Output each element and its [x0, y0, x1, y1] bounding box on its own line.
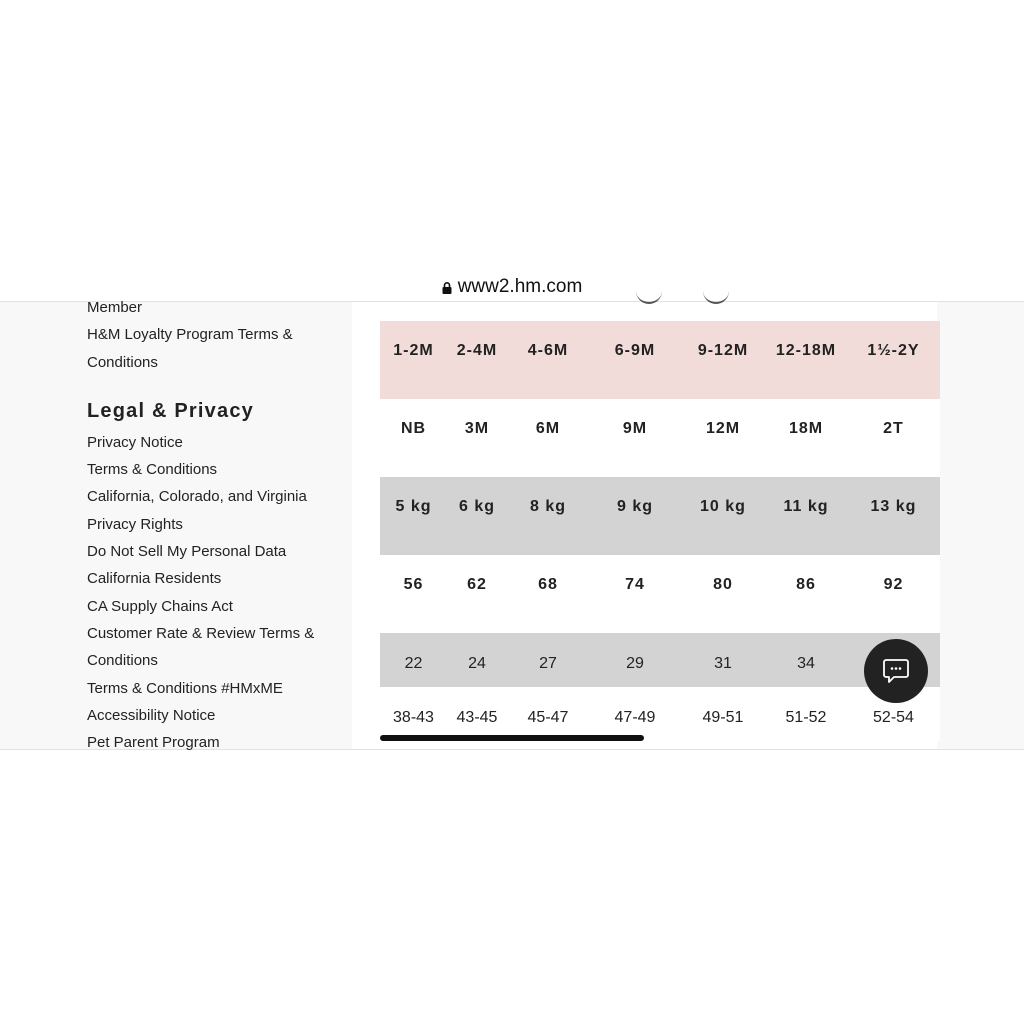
- table-cell: 9-12M: [681, 321, 765, 399]
- table-cell: 24: [447, 633, 507, 687]
- table-cell: 2-4M: [447, 321, 507, 399]
- table-cell: NB: [380, 399, 447, 477]
- footer-link-loyalty-terms[interactable]: H&M Loyalty Program Terms &: [87, 326, 293, 344]
- partial-heading-glyph: [636, 288, 662, 304]
- table-cell: 92: [847, 555, 940, 633]
- table-cell: 6-9M: [589, 321, 681, 399]
- footer-link-privacy-notice[interactable]: Privacy Notice: [87, 433, 183, 451]
- foot-size-row: [380, 633, 940, 687]
- table-cell: 13 kg: [847, 477, 940, 555]
- lock-icon: [442, 282, 452, 294]
- table-cell: 11 kg: [765, 477, 847, 555]
- table-cell: 34: [765, 633, 847, 687]
- footer-link-california-residents[interactable]: California Residents: [87, 570, 222, 588]
- footer-links-column: [87, 294, 337, 756]
- partial-heading-glyph: [703, 288, 729, 304]
- table-cell: 38-43: [380, 687, 447, 741]
- footer-link-rate-review-terms[interactable]: Customer Rate & Review Terms &: [87, 624, 315, 642]
- table-cell: 18M: [765, 399, 847, 477]
- table-cell: 8 kg: [507, 477, 589, 555]
- table-cell: 27: [507, 633, 589, 687]
- footer-link-terms-conditions[interactable]: Terms & Conditions: [87, 461, 218, 479]
- table-cell: 12M: [681, 399, 765, 477]
- table-cell: 68: [507, 555, 589, 633]
- table-cell: 10 kg: [681, 477, 765, 555]
- table-cell: 2T: [847, 399, 940, 477]
- table-cell: 43-45: [447, 687, 507, 741]
- table-cell: 3M: [447, 399, 507, 477]
- table-cell: 6M: [507, 399, 589, 477]
- table-cell: 29: [589, 633, 681, 687]
- footer-link-loyalty-terms-cont[interactable]: Conditions: [87, 353, 158, 371]
- chat-button[interactable]: [864, 639, 928, 703]
- table-cell: 9M: [589, 399, 681, 477]
- weight-row: [380, 477, 940, 555]
- size-guide-panel: [352, 302, 937, 749]
- table-cell: 86: [765, 555, 847, 633]
- footer-link-pet-parent[interactable]: Pet Parent Program: [87, 734, 220, 752]
- table-cell: 47-49: [589, 687, 681, 741]
- table-cell: 6 kg: [447, 477, 507, 555]
- table-cell: 5 kg: [380, 477, 447, 555]
- footer-link-hmxme-terms[interactable]: Terms & Conditions #HMxME: [87, 679, 283, 697]
- table-cell: 62: [447, 555, 507, 633]
- table-cell: 4-6M: [507, 321, 589, 399]
- legal-privacy-heading: Legal & Privacy: [87, 399, 254, 422]
- table-cell: 56: [380, 555, 447, 633]
- footer-link-accessibility[interactable]: Accessibility Notice: [87, 706, 216, 724]
- table-cell: 9 kg: [589, 477, 681, 555]
- horizontal-scrollbar[interactable]: [380, 735, 644, 741]
- table-cell: 22: [380, 633, 447, 687]
- size-table: [380, 321, 940, 741]
- footer-link-state-privacy-rights-cont[interactable]: Privacy Rights: [87, 515, 183, 533]
- height-cm-row: [380, 555, 940, 633]
- table-cell: 12-18M: [765, 321, 847, 399]
- footer-link-rate-review-terms-cont[interactable]: Conditions: [87, 652, 158, 670]
- footer-link-member[interactable]: Member: [87, 299, 143, 316]
- footer-link-state-privacy-rights[interactable]: California, Colorado, and Virginia: [87, 488, 307, 506]
- table-cell: 31: [681, 633, 765, 687]
- height-range-row: [380, 687, 940, 741]
- table-cell: 49-51: [681, 687, 765, 741]
- table-cell: 51-52: [765, 687, 847, 741]
- table-cell: 1½-2Y: [847, 321, 940, 399]
- age-range-row: [380, 321, 940, 399]
- table-cell: 80: [681, 555, 765, 633]
- url-text: www2.hm.com: [457, 275, 583, 297]
- chat-icon: [881, 656, 911, 686]
- size-table-scroll[interactable]: [380, 321, 920, 741]
- us-size-row: [380, 399, 940, 477]
- footer-link-do-not-sell[interactable]: Do Not Sell My Personal Data: [87, 543, 287, 561]
- table-cell: 1-2M: [380, 321, 447, 399]
- table-cell: 74: [589, 555, 681, 633]
- table-cell: 52-54: [847, 687, 940, 741]
- footer-link-supply-chains[interactable]: CA Supply Chains Act: [87, 597, 233, 615]
- table-cell: 45-47: [507, 687, 589, 741]
